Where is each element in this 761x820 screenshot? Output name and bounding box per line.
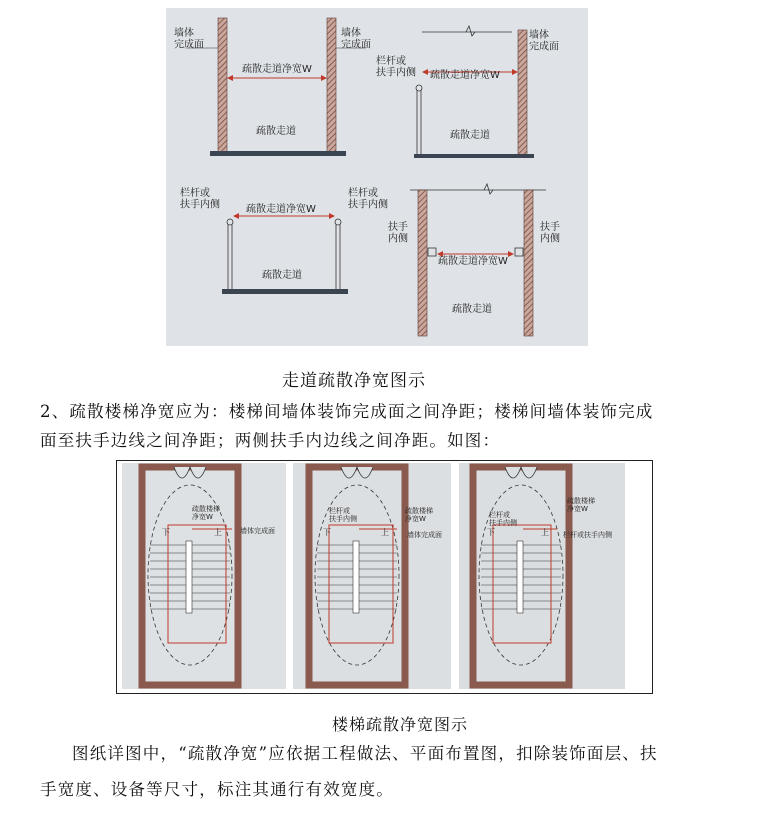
svg-text:栏杆或扶手内侧 xyxy=(329,506,357,523)
br-width-label: 疏散走道净宽W xyxy=(438,256,508,267)
corridor-rail-to-wall xyxy=(376,26,559,158)
diagram-label-line: 完成面 xyxy=(341,39,371,51)
svg-text:墙体完成面: 墙体完成面 xyxy=(407,531,442,539)
bl-rail-left-label xyxy=(180,186,220,211)
br-rail-right-label xyxy=(540,220,560,245)
svg-text:下: 下 xyxy=(487,528,495,537)
diagram-label-line: 完成面 xyxy=(174,39,204,51)
svg-text:上: 上 xyxy=(381,528,389,537)
tr-area-label: 疏散走道 xyxy=(450,130,490,141)
diagram-label-line: 栏杆或 xyxy=(180,188,210,199)
diagram-label-line: 扶手 xyxy=(540,222,560,233)
svg-text:下: 下 xyxy=(162,528,170,537)
corridor-handrail-inner xyxy=(388,184,560,336)
tl-area-label: 疏散走道 xyxy=(256,126,296,137)
stair-figure-middle xyxy=(293,463,451,689)
diagram-label-line: 内侧 xyxy=(540,233,560,245)
svg-text:下: 下 xyxy=(323,528,331,537)
bl-area-label: 疏散走道 xyxy=(262,270,302,281)
diagram-label-line: 疏散楼梯 xyxy=(567,497,595,505)
diagram-label-line: 栏杆或 xyxy=(376,56,406,67)
corridor-diagram xyxy=(166,8,588,346)
svg-text:墙体完成面: 墙体完成面 xyxy=(240,527,275,535)
diagram-label-line: 扶手 xyxy=(388,222,408,233)
tr-width-label: 疏散走道净宽W xyxy=(430,70,500,81)
paragraph-stair-line2: 面至扶手边线之间净距；两侧扶手内边线之间净距。如图： xyxy=(40,431,501,450)
paragraph-detail-line1: 图纸详图中，“疏散净宽”应依据工程做法、平面布置图，扣除装饰面层、扶 xyxy=(72,744,658,763)
svg-text:上: 上 xyxy=(541,528,549,537)
svg-text:栏杆或扶手内侧 xyxy=(489,510,517,527)
diagram-label-line: 扶手内侧 xyxy=(329,515,357,523)
tl-wall-left-label xyxy=(174,26,204,51)
svg-text:疏散楼梯净宽W xyxy=(192,504,220,521)
paragraph-detail-line2: 手宽度、设备等尺寸，标注其通行有效宽度。 xyxy=(40,780,394,799)
diagram-label-line: 墙体 xyxy=(341,28,361,39)
stair-figure-left xyxy=(122,463,286,689)
figure-caption-stair: 楼梯疏散净宽图示 xyxy=(332,715,469,734)
svg-text:栏杆或扶手内侧: 栏杆或扶手内侧 xyxy=(563,531,612,539)
svg-text:疏散楼梯净宽W xyxy=(405,506,433,523)
svg-text:疏散楼梯净宽W xyxy=(567,496,595,513)
paragraph-stair-line1: 2、疏散楼梯净宽应为：楼梯间墙体装饰完成面之间净距；楼梯间墙体装饰完成 xyxy=(40,402,654,421)
bl-rail-right-label xyxy=(348,186,388,211)
br-rail-left-label xyxy=(388,220,408,245)
tl-width-label: 疏散走道净宽W xyxy=(242,64,312,75)
bl-width-label: 疏散走道净宽W xyxy=(246,204,316,215)
diagram-label-line: 墙体 xyxy=(174,28,194,39)
diagram-label-line: 扶手内侧 xyxy=(180,199,220,211)
br-area-label: 疏散走道 xyxy=(452,304,492,315)
diagram-label-line: 扶手内侧 xyxy=(376,67,416,79)
diagram-label-line: 墙体 xyxy=(529,30,549,41)
diagram-label-line: 净宽W xyxy=(567,505,588,513)
diagram-label-line: 完成面 xyxy=(529,41,559,53)
diagram-label-line: 扶手内侧 xyxy=(489,519,517,527)
diagram-label-line: 内侧 xyxy=(388,233,408,245)
corridor-rail-to-rail xyxy=(180,186,388,294)
corridor-clear-width-figure xyxy=(166,8,588,346)
diagram-label-line: 扶手内侧 xyxy=(348,199,388,211)
diagram-label-line: 疏散楼梯 xyxy=(405,507,433,515)
diagram-label-line: 栏杆或 xyxy=(348,188,378,199)
stair-figure-right xyxy=(459,463,625,689)
figure-caption-corridor: 走道疏散净宽图示 xyxy=(282,371,426,391)
diagram-label-line: 栏杆或 xyxy=(329,507,350,515)
tr-wall-right-label xyxy=(529,28,559,53)
diagram-label-line: 净宽W xyxy=(405,515,426,523)
tr-rail-label xyxy=(376,54,416,79)
tl-wall-right-label xyxy=(341,26,371,51)
diagram-label-line: 栏杆或 xyxy=(489,511,510,519)
diagram-label-line: 净宽W xyxy=(192,513,213,521)
corridor-wall-to-wall xyxy=(174,18,371,156)
diagram-label-line: 疏散楼梯 xyxy=(192,505,220,513)
svg-text:上: 上 xyxy=(214,528,222,537)
